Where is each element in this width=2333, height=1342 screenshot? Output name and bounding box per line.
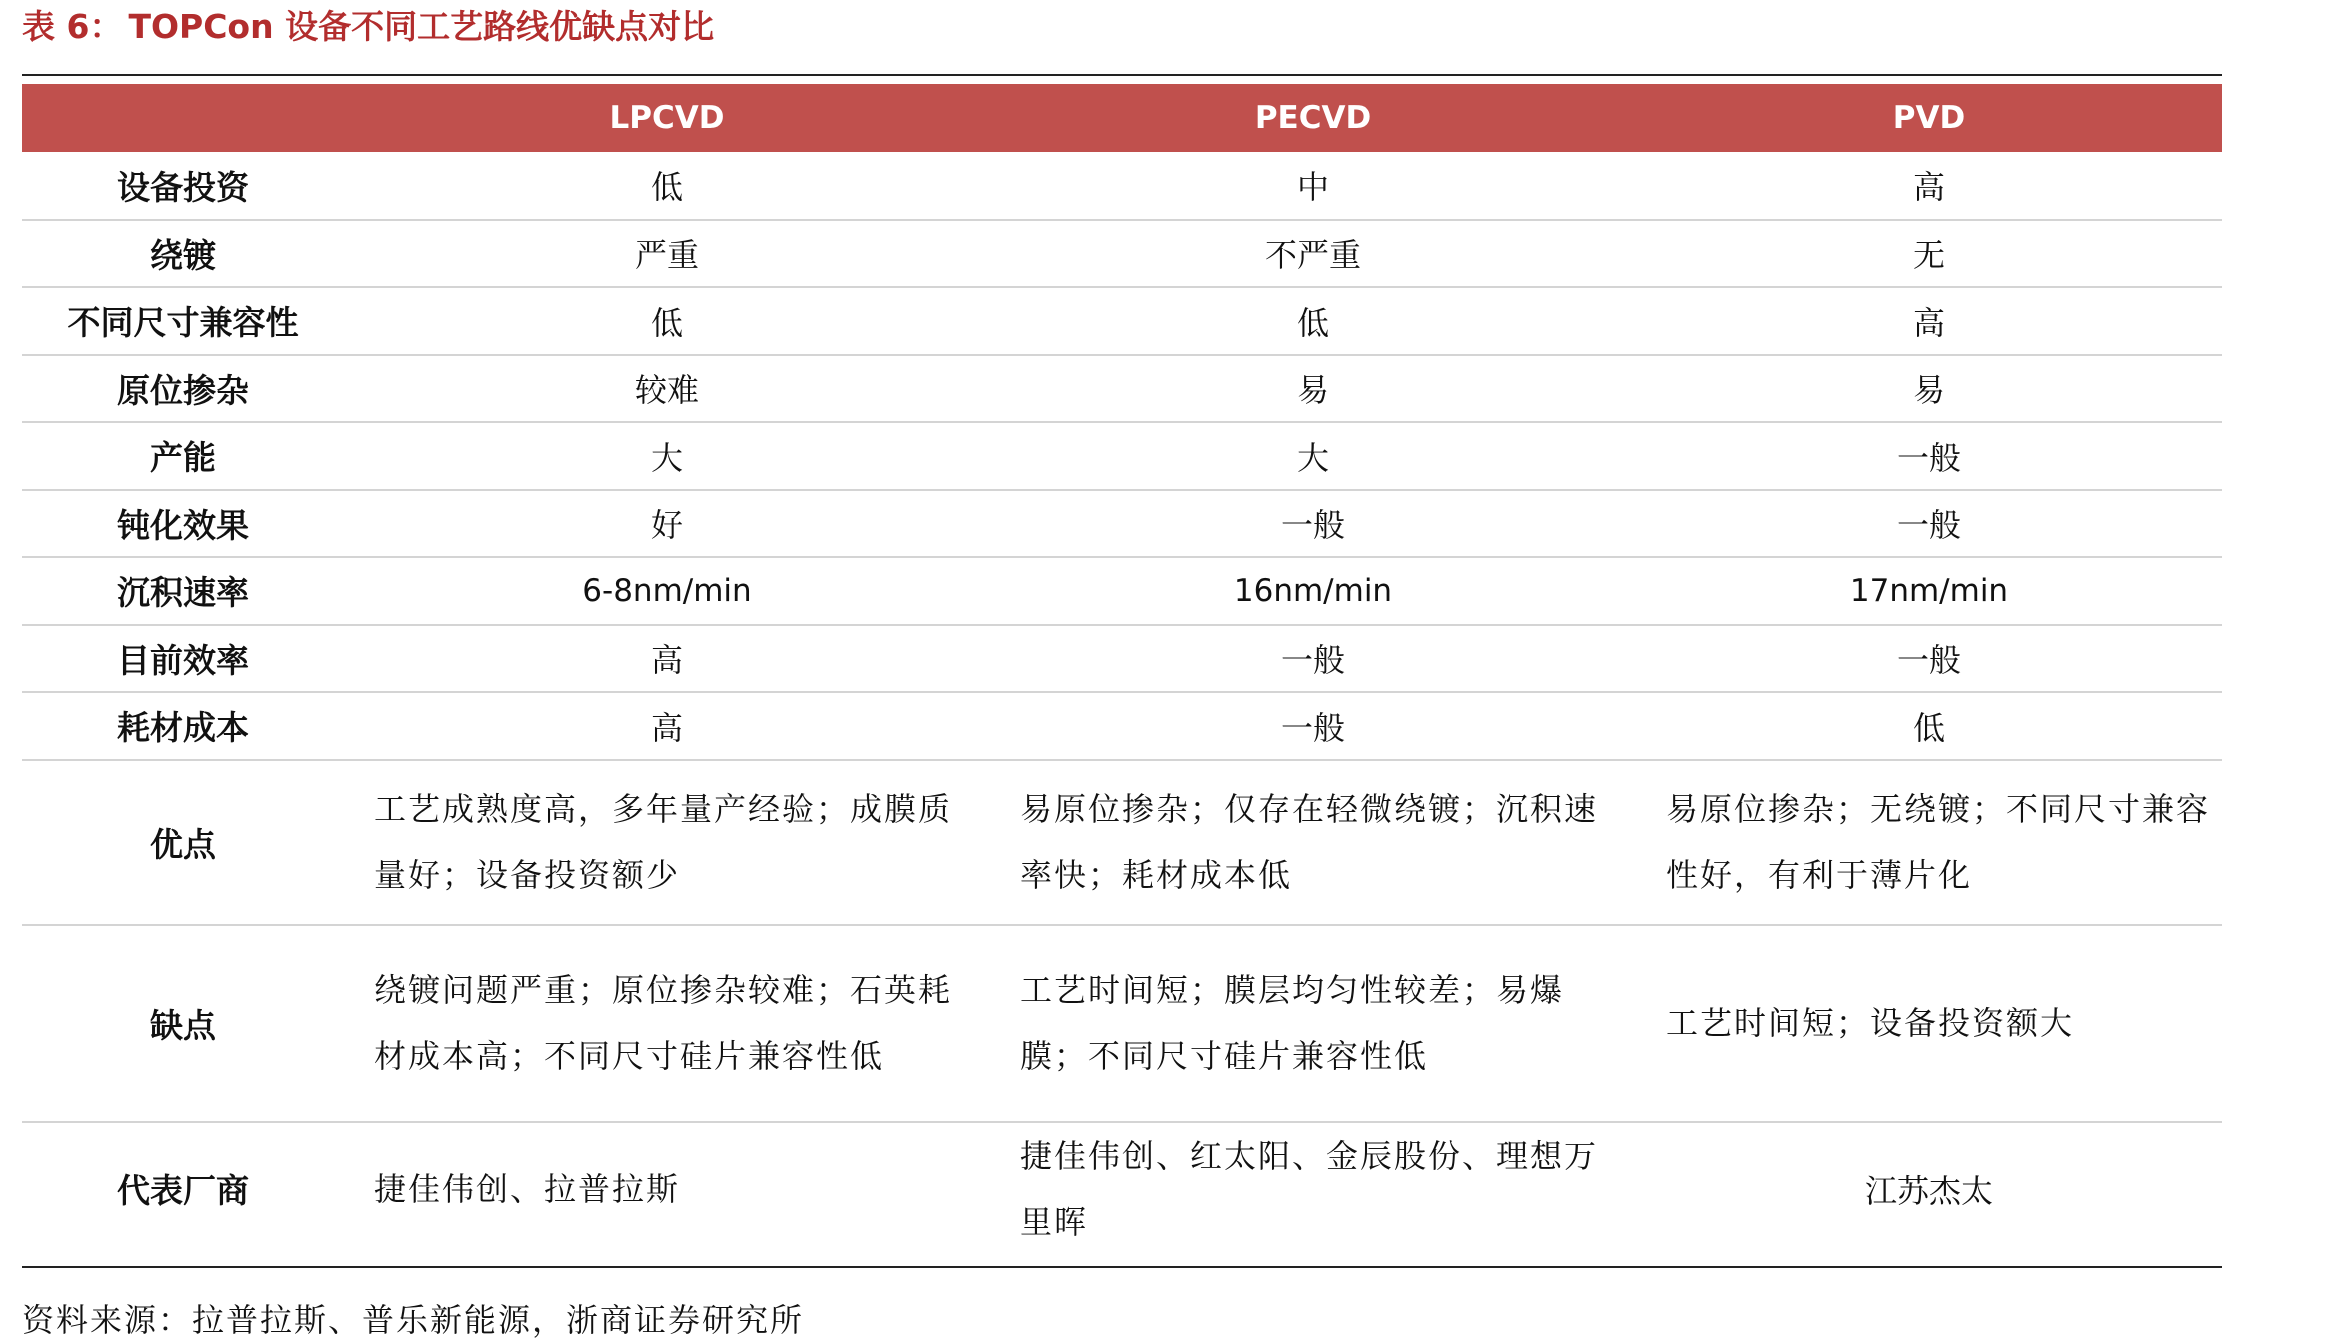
- cell-pecvd: 一般: [990, 625, 1636, 693]
- table-row: [22, 287, 2222, 355]
- cell-text: 捷佳伟创、红太阳、金辰股份、理想万里晖: [1020, 1136, 1599, 1241]
- cell-text: 工艺成熟度高，多年量产经验；成膜质量好；设备投资额少: [374, 790, 953, 894]
- table-row: [22, 490, 2222, 558]
- top-rule: [22, 74, 2222, 76]
- table-caption: [22, 4, 714, 50]
- cell-lpcvd: 较难: [344, 355, 990, 423]
- bottom-rule: [22, 1266, 2222, 1268]
- header-corner: [22, 84, 344, 152]
- row-label: 优点: [22, 760, 344, 925]
- cell-pecvd: 16nm/min: [990, 557, 1636, 625]
- table-row: [22, 760, 2222, 925]
- header-pecvd: PECVD: [1254, 100, 1372, 136]
- cell-pvd: 高: [1636, 152, 2222, 220]
- table-row: [22, 925, 2222, 1122]
- cell-lpcvd: 严重: [344, 220, 990, 288]
- cell-lpcvd: [344, 760, 990, 925]
- cell-lpcvd: 低: [344, 287, 990, 355]
- row-label: 设备投资: [22, 152, 344, 220]
- cell-pecvd: 一般: [990, 490, 1636, 558]
- cell-text: 工艺时间短；设备投资额大: [1666, 1004, 2075, 1042]
- row-label: 耗材成本: [22, 692, 344, 760]
- row-label: 目前效率: [22, 625, 344, 693]
- cell-pvd: [1636, 760, 2222, 925]
- cell-pvd: 一般: [1636, 490, 2222, 558]
- cell-lpcvd: 高: [344, 625, 990, 693]
- row-label: 钝化效果: [22, 490, 344, 558]
- table-row: [22, 220, 2222, 288]
- table-row: [22, 692, 2222, 760]
- cell-pvd: 易: [1636, 355, 2222, 423]
- comparison-table: [22, 84, 2222, 1255]
- table-row: [22, 152, 2222, 220]
- table-header-row: [22, 84, 2222, 152]
- cell-text: 易原位掺杂；仅存在轻微绕镀；沉积速率快；耗材成本低: [1020, 790, 1599, 894]
- cell-pecvd: 大: [990, 422, 1636, 490]
- table-row: [22, 355, 2222, 423]
- cell-lpcvd: 好: [344, 490, 990, 558]
- cell-text: 易原位掺杂；无绕镀；不同尺寸兼容性好，有利于薄片化: [1666, 790, 2211, 894]
- cell-pecvd: 易: [990, 355, 1636, 423]
- table-row: [22, 422, 2222, 490]
- source-note: 资料来源：拉普拉斯、普乐新能源，浙商证券研究所: [22, 1301, 805, 1339]
- cell-lpcvd: 高: [344, 692, 990, 760]
- cell-pvd: 高: [1636, 287, 2222, 355]
- cell-lpcvd: 6-8nm/min: [344, 557, 990, 625]
- cell-pecvd: [990, 1122, 1636, 1255]
- cell-pecvd: 不严重: [990, 220, 1636, 288]
- header-pvd: PVD: [1892, 100, 1966, 136]
- row-label: 绕镀: [22, 220, 344, 288]
- cell-text: 工艺时间短；膜层均匀性较差；易爆膜；不同尺寸硅片兼容性低: [1020, 971, 1565, 1075]
- cell-lpcvd: [344, 925, 990, 1122]
- cell-pvd: [1636, 925, 2222, 1122]
- cell-pvd: 无: [1636, 220, 2222, 288]
- cell-pecvd: 低: [990, 287, 1636, 355]
- row-label: 缺点: [22, 925, 344, 1122]
- header-lpcvd: LPCVD: [609, 100, 725, 136]
- cell-text: 捷佳伟创、拉普拉斯: [374, 1169, 681, 1208]
- cell-pecvd: [990, 925, 1636, 1122]
- table-row: [22, 625, 2222, 693]
- table-row: [22, 557, 2222, 625]
- cell-pecvd: 一般: [990, 692, 1636, 760]
- table-row: [22, 1122, 2222, 1255]
- row-label: 代表厂商: [117, 1171, 249, 1210]
- caption-label: 表 6：: [22, 7, 123, 46]
- cell-pvd: 一般: [1636, 625, 2222, 693]
- cell-lpcvd: [344, 1122, 990, 1255]
- caption-title: TOPCon 设备不同工艺路线优缺点对比: [128, 7, 715, 46]
- row-label: 沉积速率: [22, 557, 344, 625]
- cell-text: 绕镀问题严重；原位掺杂较难；石英耗材成本高；不同尺寸硅片兼容性低: [374, 971, 953, 1075]
- row-label: 产能: [22, 422, 344, 490]
- cell-pecvd: [990, 760, 1636, 925]
- row-label: 不同尺寸兼容性: [22, 287, 344, 355]
- cell-pvd: 一般: [1636, 422, 2222, 490]
- cell-pvd: 江苏杰太: [1864, 1171, 1993, 1210]
- cell-lpcvd: 大: [344, 422, 990, 490]
- row-label: 原位掺杂: [22, 355, 344, 423]
- cell-pvd: 低: [1636, 692, 2222, 760]
- cell-lpcvd: 低: [344, 152, 990, 220]
- cell-pvd: 17nm/min: [1636, 557, 2222, 625]
- cell-pecvd: 中: [990, 152, 1636, 220]
